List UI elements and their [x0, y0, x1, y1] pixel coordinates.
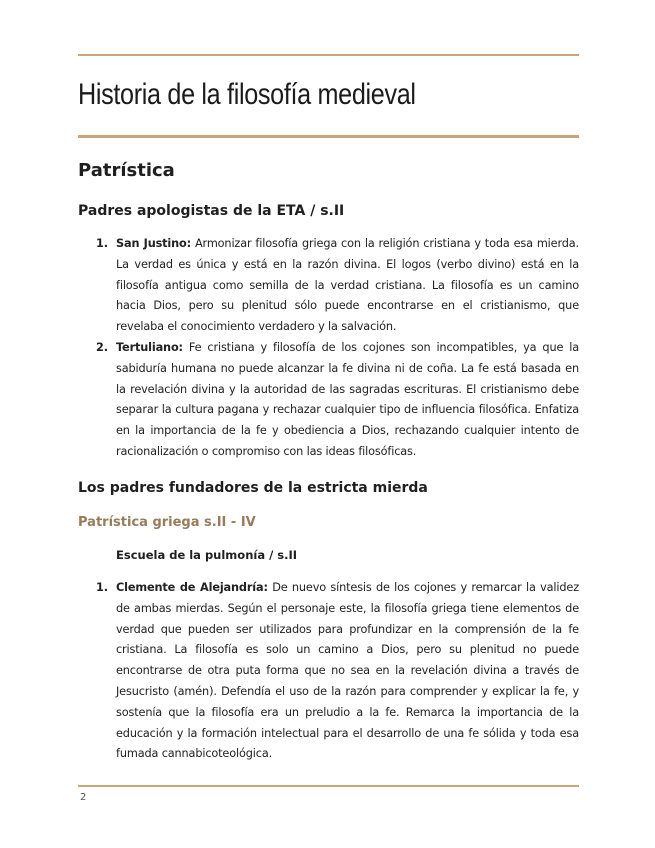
subsubsection-heading: Patrística griega s.II - IV	[78, 515, 256, 530]
list-item	[96, 338, 579, 463]
philosopher-name: San Justino:	[116, 237, 191, 250]
list-number: 1.	[96, 237, 108, 250]
subsection-heading-founders: Los padres fundadores de la estricta mierda	[78, 480, 428, 496]
footer-divider	[78, 785, 579, 787]
list-number: 1.	[96, 581, 108, 594]
philosopher-name: Clemente de Alejandría:	[116, 581, 268, 594]
list-number: 2.	[96, 340, 108, 354]
subsection-heading-apologists: Padres apologistas de la ETA / s.II	[78, 203, 345, 219]
list-item	[96, 578, 579, 765]
item-text: Fe cristiana y filosofía de los cojones son incompatibles, ya que la sabiduría humana no puede alcanzar la fe divina ni de coña. La fe está basada en la revelación divina y la autoridad de las sagradas escrituras. El cristianismo debe separar la cultura pagana y rechazar cualquier tipo de influencia filosófica. Enfatiza en la importancia de la fe y obediencia a Dios, rechazando cualquier intento de racionalización o compromiso con las ideas filosóficas.	[116, 340, 579, 458]
title-divider	[78, 135, 579, 138]
list-item	[96, 234, 579, 338]
apologists-list	[96, 234, 579, 463]
item-text: Armonizar filosofía griega con la religión cristiana y toda esa mierda. La verdad es única y está en la razón divina. El logos (verbo divino) está en la filosofía antigua como semilla de la verdad cristiana. La filosofía es un camino hacia Dios, pero su plenitud sólo puede encontrarse en el cristianismo, que revelaba el conocimiento verdadero y la salvación.	[116, 237, 579, 334]
founders-list	[96, 578, 579, 765]
document-title: Historia de la filosofía medieval	[78, 78, 416, 111]
top-divider	[78, 54, 579, 56]
page-number: 2	[80, 792, 87, 803]
school-heading: Escuela de la pulmonía / s.II	[116, 548, 298, 562]
philosopher-name: Tertuliano:	[116, 340, 183, 354]
section-heading: Patrística	[78, 160, 175, 181]
item-text: De nuevo síntesis de los cojones y remarcar la validez de ambas mierdas. Según el personaje este, la filosofía griega tiene elementos de verdad que pueden ser utilizados para profundizar en la comprensión de la fe cristiana. La filosofía es solo un camino a Dios, pero su plenitud no puede encontrarse de otra puta forma que no sea en la revelación divina a través de Jesucristo (amén). Defendía el uso de la razón para comprender y explicar la fe, y sostenía que la filosofía era un preludio a la fe. Remarca la importancia de la educación y la formación intelectual para el desarrollo de una fe sólida y toda esa fumada cannabicoteológica.	[116, 581, 579, 761]
